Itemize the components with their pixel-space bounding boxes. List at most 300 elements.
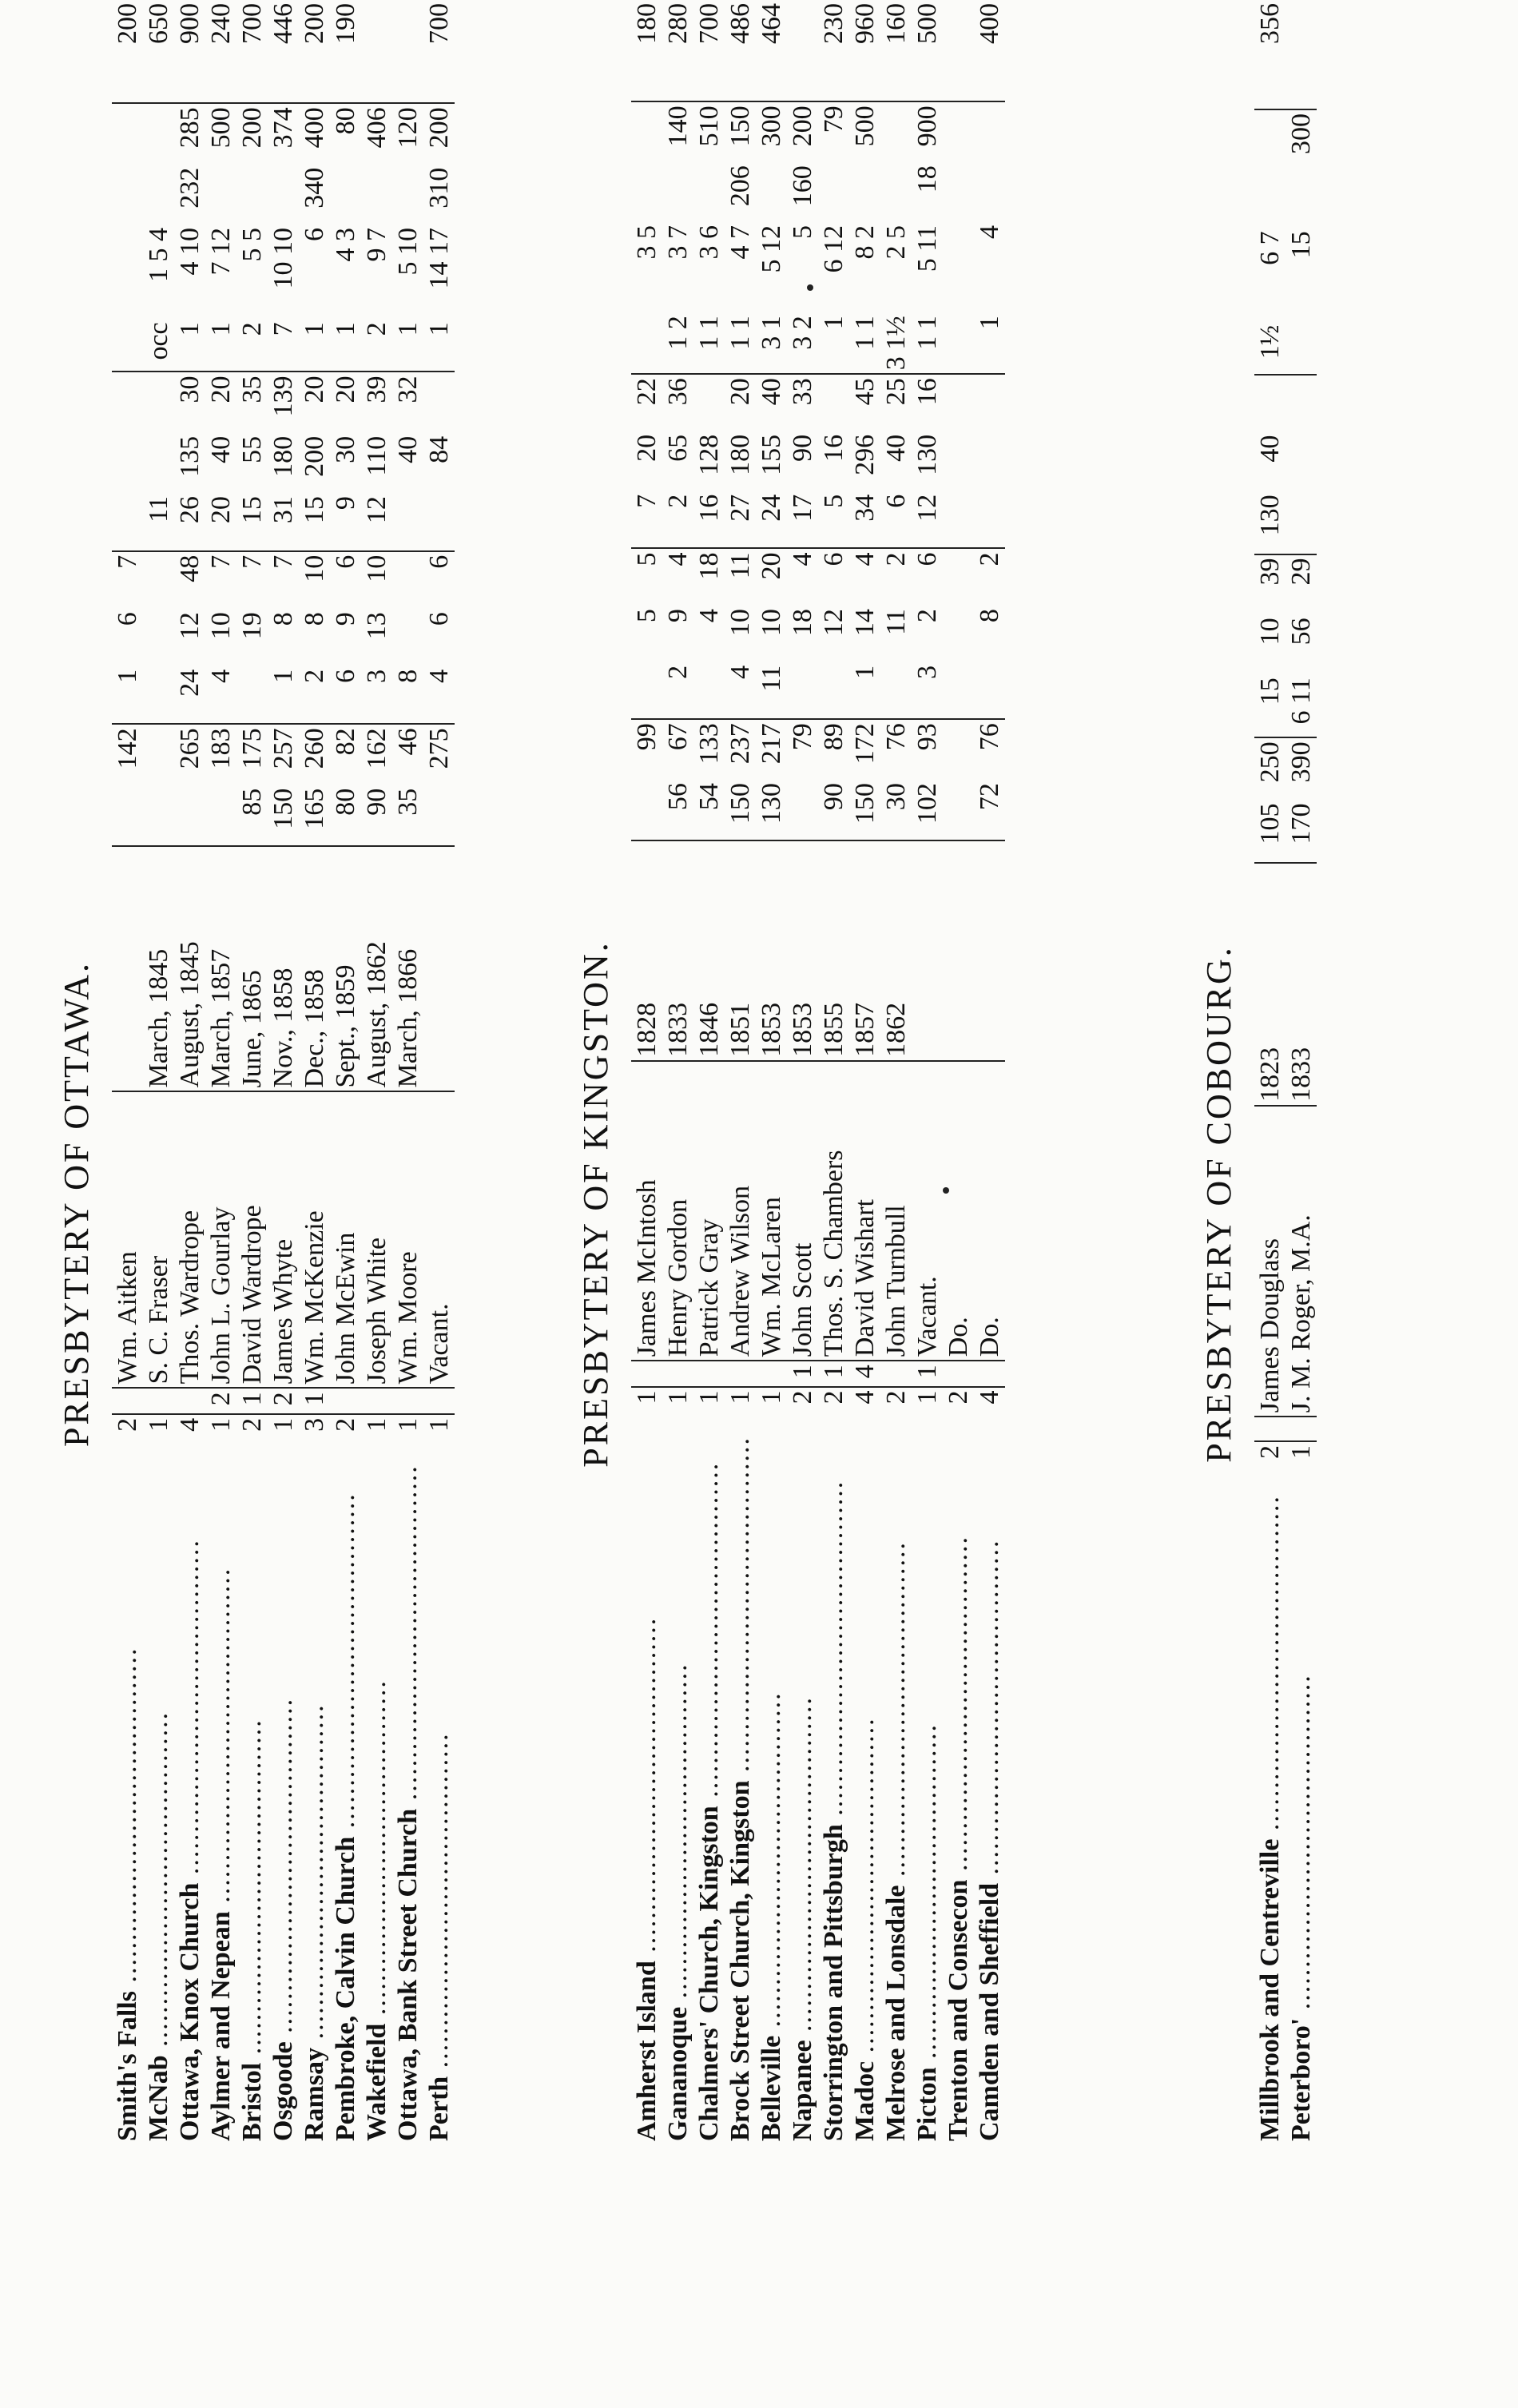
value-cell <box>112 1414 143 1461</box>
c3-text: 162 <box>362 728 391 769</box>
c7-text: 5 <box>819 494 848 508</box>
value-cell <box>392 724 423 785</box>
value-cell <box>299 319 330 372</box>
minister-text: Andrew Wilson <box>725 1186 755 1357</box>
minister-cell <box>330 1091 361 1388</box>
c1-text: 165 <box>300 788 329 829</box>
value-cell <box>392 319 423 372</box>
value-cell <box>143 609 174 666</box>
c13-text: 200 <box>424 107 454 149</box>
value-cell <box>299 666 330 725</box>
value-cell <box>725 0 756 101</box>
c11-text: 5 10 <box>393 228 423 276</box>
table-row <box>693 0 725 2144</box>
value-cell <box>299 103 330 164</box>
value-cell <box>392 785 423 846</box>
value-cell <box>236 433 268 493</box>
value-cell <box>143 225 174 319</box>
value-cell <box>112 372 143 432</box>
stations-text: 1 <box>725 1390 755 1405</box>
stations-text: 1 <box>424 1417 454 1432</box>
value-cell <box>912 662 943 719</box>
value-cell <box>787 312 818 374</box>
value-cell <box>912 719 943 780</box>
inducted-cell <box>236 846 268 1091</box>
stations-text: 1 <box>912 1390 942 1405</box>
stations-text: 1 <box>1286 1444 1316 1459</box>
ink-speck <box>807 284 813 291</box>
value-cell <box>143 433 174 493</box>
inducted-text: Dec., 1858 <box>300 969 329 1088</box>
value-cell <box>1254 1441 1286 1492</box>
minister-cell <box>943 1061 974 1361</box>
inducted-text: August, 1845 <box>175 941 205 1088</box>
c3-text: 183 <box>206 728 236 769</box>
c7-text: 15 <box>300 496 329 524</box>
inducted-cell <box>423 846 455 1091</box>
value-cell <box>631 222 662 312</box>
c8-text: 40 <box>393 435 423 463</box>
c11-text: 3 7 <box>663 225 693 260</box>
value-cell <box>143 666 174 725</box>
value-cell <box>912 491 943 549</box>
value-cell <box>880 374 912 431</box>
value-cell <box>974 606 1005 662</box>
value-cell <box>361 1414 392 1461</box>
value-cell <box>631 431 662 491</box>
stations-text: 2 <box>881 1390 911 1405</box>
value-cell <box>849 431 880 491</box>
table-row <box>1286 0 1317 2144</box>
c1-text: 102 <box>912 783 942 825</box>
value-cell <box>112 433 143 493</box>
minister-cell <box>912 1061 943 1361</box>
congregation-cell <box>299 1461 330 2144</box>
minister-text: James Whyte <box>268 1238 298 1385</box>
c11-text: 5 12 <box>757 225 786 273</box>
value-cell <box>662 662 693 719</box>
c6-text: 18 <box>694 552 724 580</box>
value-cell <box>268 372 299 432</box>
c4-text: 1 <box>113 669 142 683</box>
value-cell <box>174 0 205 103</box>
value-cell <box>693 222 725 312</box>
value-cell <box>392 1388 423 1413</box>
value-cell <box>693 101 725 162</box>
value-cell <box>849 312 880 374</box>
leader-dots: ........................................ <box>237 1719 267 2063</box>
value-cell <box>205 0 236 103</box>
value-cell <box>236 319 268 372</box>
leader-dots: ........................................ <box>362 1679 391 2024</box>
value-cell <box>693 1361 725 1386</box>
value-cell <box>818 0 849 101</box>
c5-text: 4 <box>694 609 724 623</box>
c4-text: 6 11 <box>1286 677 1316 725</box>
value-cell <box>112 551 143 610</box>
value-cell <box>943 780 974 840</box>
inducted-cell <box>787 840 818 1061</box>
c10-text: 1 <box>819 316 848 330</box>
place-text: Amherst Island <box>632 1961 662 2141</box>
c5-text: 8 <box>975 609 1004 623</box>
place-text: Ottawa, Knox Church <box>175 1882 205 2141</box>
value-cell <box>912 548 943 606</box>
value-cell <box>756 312 787 374</box>
c9-text: 20 <box>331 376 360 403</box>
value-cell <box>818 222 849 312</box>
value-cell <box>756 491 787 549</box>
value-cell <box>756 222 787 312</box>
value-cell <box>818 101 849 162</box>
inducted-cell <box>268 846 299 1091</box>
value-cell <box>392 493 423 551</box>
stations-text: 1 <box>144 1417 173 1432</box>
table-row <box>423 0 455 2144</box>
value-cell <box>268 609 299 666</box>
c5-text: 8 <box>300 612 329 626</box>
minister-cell <box>849 1061 880 1361</box>
table-row <box>631 0 662 2144</box>
value-cell <box>1286 375 1317 431</box>
c8-text: 84 <box>424 435 454 463</box>
c3-text: 67 <box>663 723 693 751</box>
inducted-text: June, 1865 <box>237 970 267 1088</box>
c1-text: 85 <box>237 788 267 816</box>
c6-text: 2 <box>881 552 911 566</box>
section-title: PRESBYTERY OF OTTAWA. <box>57 960 96 1448</box>
value-cell <box>849 1361 880 1386</box>
value-cell <box>268 551 299 610</box>
value-cell <box>756 1387 787 1433</box>
value-cell <box>205 319 236 372</box>
table-row <box>1254 0 1286 2144</box>
leader-dots: ........................................ <box>912 1723 942 2068</box>
c10-text: 1 <box>206 322 236 336</box>
c5-text: 9 <box>331 612 360 626</box>
value-cell <box>299 785 330 846</box>
value-cell <box>849 719 880 780</box>
value-cell <box>174 165 205 225</box>
inducted-cell <box>1254 863 1286 1106</box>
value-cell <box>631 491 662 549</box>
value-cell <box>974 1387 1005 1433</box>
value-cell <box>662 548 693 606</box>
minister-text: Wm. McKenzie <box>300 1210 329 1385</box>
c13-text: 510 <box>694 105 724 147</box>
value-cell <box>1254 375 1286 431</box>
value-cell <box>787 0 818 101</box>
value-cell <box>236 493 268 551</box>
value-cell <box>818 374 849 431</box>
value-cell <box>849 662 880 719</box>
c1-text: 80 <box>331 788 360 816</box>
presbytery-table <box>1254 0 1317 2144</box>
minister-cell <box>392 1091 423 1388</box>
c15-text: 700 <box>424 3 454 44</box>
c3-text: 275 <box>424 728 454 769</box>
value-cell <box>330 724 361 785</box>
value-cell <box>143 103 174 164</box>
c6-text: 7 <box>237 554 267 569</box>
congregation-cell <box>143 1461 174 2144</box>
prefix-text: 4 <box>850 1365 880 1379</box>
c6-text: 7 <box>268 554 298 569</box>
c6-text: 7 <box>206 554 236 569</box>
minister-text: James Douglass <box>1255 1238 1285 1413</box>
value-cell <box>1286 228 1317 321</box>
leader-dots: ........................................ <box>788 1695 817 2040</box>
value-cell <box>392 103 423 164</box>
c13-text: 120 <box>393 107 423 149</box>
value-cell <box>423 666 455 725</box>
congregation-cell <box>880 1433 912 2144</box>
stations-text: 1 <box>206 1417 236 1432</box>
value-cell <box>974 0 1005 101</box>
value-cell <box>236 609 268 666</box>
value-cell <box>631 1361 662 1386</box>
value-cell <box>205 103 236 164</box>
value-cell <box>787 1361 818 1386</box>
value-cell <box>787 101 818 162</box>
inducted-cell <box>205 846 236 1091</box>
value-cell <box>725 431 756 491</box>
value-cell <box>725 780 756 840</box>
prefix-text: 2 <box>206 1392 236 1406</box>
c9-text: 16 <box>912 378 942 406</box>
c6-text: 7 <box>113 554 142 569</box>
value-cell <box>880 719 912 780</box>
value-cell <box>880 162 912 222</box>
value-cell <box>943 548 974 606</box>
value-cell <box>205 551 236 610</box>
value-cell <box>787 222 818 312</box>
minister-text: Wm. Aitken <box>113 1251 142 1385</box>
leader-dots: ........................................ <box>757 1691 786 2036</box>
value-cell <box>1286 554 1317 615</box>
value-cell <box>693 0 725 101</box>
place-text: Pembroke, Calvin Church <box>331 1836 360 2141</box>
minister-text: David Wardrope <box>237 1205 267 1385</box>
value-cell <box>725 374 756 431</box>
value-cell <box>818 548 849 606</box>
value-cell <box>912 0 943 101</box>
c11-text: 6 <box>300 228 329 242</box>
c8-text: 65 <box>663 434 693 462</box>
stations-text: 1 <box>393 1417 423 1432</box>
c9-text: 39 <box>362 376 391 403</box>
c13-text: 500 <box>206 107 236 149</box>
congregation-cell <box>392 1461 423 2144</box>
place-text: Wakefield <box>362 2023 391 2141</box>
c1-text: 170 <box>1286 803 1316 844</box>
stations-text: 1 <box>632 1390 662 1405</box>
c10-text: 1 <box>424 322 454 336</box>
congregation-cell <box>236 1461 268 2144</box>
c15-text: 400 <box>975 3 1004 44</box>
minister-cell <box>143 1091 174 1388</box>
value-cell <box>943 719 974 780</box>
inducted-text: 1846 <box>694 1002 724 1057</box>
c12-text: 232 <box>175 167 205 209</box>
value-cell <box>1286 491 1317 554</box>
value-cell <box>756 662 787 719</box>
c8-text: 128 <box>694 434 724 475</box>
value-cell <box>1254 0 1286 109</box>
c6-text: 4 <box>850 552 880 566</box>
minister-text: Do. <box>944 1317 973 1357</box>
c3-text: 217 <box>757 723 786 765</box>
value-cell <box>143 1388 174 1413</box>
value-cell <box>662 431 693 491</box>
c4-text: 1 <box>850 665 880 679</box>
c3-text: 172 <box>850 723 880 765</box>
value-cell <box>1254 1417 1286 1441</box>
c6-text: 10 <box>362 554 391 582</box>
place-text: Camden and Sheffield <box>975 1882 1004 2141</box>
c4-text: 1 <box>268 669 298 683</box>
place-text: Melrose and Lonsdale <box>881 1885 911 2141</box>
value-cell <box>236 165 268 225</box>
c4-text: 8 <box>393 669 423 683</box>
value-cell <box>392 0 423 103</box>
value-cell <box>1286 1417 1317 1441</box>
inducted-text: 1823 <box>1255 1047 1285 1102</box>
value-cell <box>912 780 943 840</box>
c3-text: 93 <box>912 723 942 751</box>
inducted-cell <box>631 840 662 1061</box>
value-cell <box>268 493 299 551</box>
prefix-text: 1 <box>788 1365 817 1379</box>
value-cell <box>849 0 880 101</box>
c12-text: 160 <box>788 165 817 207</box>
value-cell <box>174 551 205 610</box>
value-cell <box>143 724 174 785</box>
value-cell <box>423 493 455 551</box>
table-row <box>330 0 361 2144</box>
value-cell <box>1254 109 1286 172</box>
value-cell <box>693 662 725 719</box>
value-cell <box>174 103 205 164</box>
minister-cell <box>693 1061 725 1361</box>
stations-text: 1 <box>268 1417 298 1432</box>
value-cell <box>880 606 912 662</box>
c10-text: 1 <box>393 322 423 336</box>
c7-text: 20 <box>206 496 236 524</box>
table-row <box>849 0 880 2144</box>
table-row <box>392 0 423 2144</box>
value-cell <box>974 491 1005 549</box>
stations-text: 2 <box>1255 1444 1285 1459</box>
value-cell <box>205 785 236 846</box>
stations-text: 2 <box>237 1417 267 1432</box>
minister-cell <box>631 1061 662 1361</box>
value-cell <box>787 374 818 431</box>
value-cell <box>912 101 943 162</box>
minister-cell <box>662 1061 693 1361</box>
place-text: Ottawa, Bank Street Church <box>393 1808 423 2141</box>
value-cell <box>361 609 392 666</box>
value-cell <box>880 431 912 491</box>
value-cell <box>330 433 361 493</box>
value-cell <box>662 1361 693 1386</box>
value-cell <box>392 551 423 610</box>
minister-cell <box>205 1091 236 1388</box>
c11-text: 4 10 <box>175 228 205 276</box>
table-row <box>268 0 299 2144</box>
c13-text: 374 <box>268 107 298 149</box>
value-cell <box>1286 674 1317 737</box>
value-cell <box>361 165 392 225</box>
c11-text: 5 11 <box>912 225 942 272</box>
value-cell <box>330 1414 361 1461</box>
value-cell <box>112 724 143 785</box>
place-text: Smith's Falls <box>113 1991 142 2141</box>
value-cell <box>818 431 849 491</box>
c8-text: 180 <box>725 434 755 475</box>
value-cell <box>662 0 693 101</box>
inducted-cell <box>143 846 174 1091</box>
place-text: Trenton and Consecon <box>944 1879 973 2141</box>
c9-text: 25 <box>881 378 911 406</box>
value-cell <box>361 0 392 103</box>
minister-cell <box>236 1091 268 1388</box>
stations-text: 2 <box>113 1417 142 1432</box>
value-cell <box>112 103 143 164</box>
c1-text: 90 <box>362 788 391 816</box>
c8-text: 135 <box>175 435 205 477</box>
value-cell <box>1286 109 1317 172</box>
c1-text: 56 <box>663 783 693 811</box>
presbytery-table <box>631 0 1005 2144</box>
value-cell <box>205 165 236 225</box>
minister-text: David Wishart <box>850 1199 880 1357</box>
minister-text: Patrick Gray <box>694 1218 724 1357</box>
stations-text: 2 <box>944 1390 973 1405</box>
inducted-text: Sept., 1859 <box>331 964 360 1088</box>
minister-cell <box>880 1061 912 1361</box>
c3-text: 133 <box>694 723 724 765</box>
value-cell <box>205 1414 236 1461</box>
c4-text: 2 <box>663 665 693 679</box>
value-cell <box>880 491 912 549</box>
c8-text: 40 <box>206 435 236 463</box>
c11-text: 14 17 <box>424 228 454 289</box>
inducted-text: August, 1862 <box>362 941 391 1088</box>
value-cell <box>299 724 330 785</box>
value-cell <box>631 374 662 431</box>
value-cell <box>1286 800 1317 862</box>
minister-cell <box>974 1061 1005 1361</box>
stations-text: 1 <box>757 1390 786 1405</box>
table-row <box>143 0 174 2144</box>
value-cell <box>330 372 361 432</box>
c8-text: 55 <box>237 435 267 463</box>
table-row <box>112 0 143 2144</box>
value-cell <box>330 165 361 225</box>
inducted-text: March, 1845 <box>144 948 173 1088</box>
c4-text: 3 <box>362 669 391 683</box>
c15-text: 500 <box>912 3 942 44</box>
value-cell <box>943 606 974 662</box>
inducted-text: 1862 <box>881 1002 911 1057</box>
value-cell <box>1286 0 1317 109</box>
value-cell <box>299 225 330 319</box>
c7-text: 26 <box>175 496 205 524</box>
c9-text: 40 <box>757 378 786 406</box>
value-cell <box>631 1387 662 1433</box>
value-cell <box>756 606 787 662</box>
